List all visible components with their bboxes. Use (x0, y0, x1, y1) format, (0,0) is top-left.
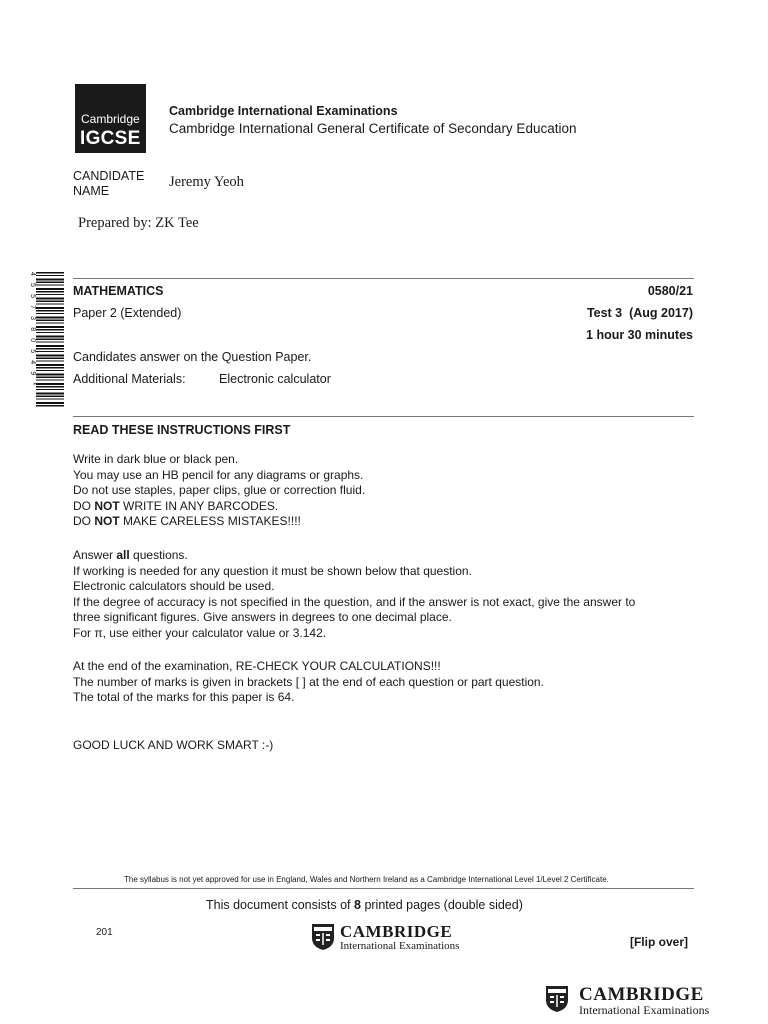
instruction-line: At the end of the examination, RE-CHECK YOUR CALCULATIONS!!! (73, 659, 441, 673)
instruction-line: Electronic calculators should be used. (73, 579, 275, 594)
instructions-block-3 (73, 659, 703, 706)
instruction-line: The number of marks is given in brackets [ ] at the end of each question or part question. (73, 674, 544, 689)
page-count-note: This document consists of 8 printed pages (double sided) (206, 898, 523, 912)
instruction-line: You may use an HB pencil for any diagrams or graphs. (73, 467, 364, 482)
logo-cambridge-text: Cambridge (81, 112, 140, 126)
instructions-block-2 (73, 548, 703, 642)
barcode-number: 4 5 5 7 3 8 0 5 4 9 * (29, 272, 36, 388)
cambridge-wordmark: CAMBRIDGE (340, 922, 453, 941)
instruction-line-barcodes: DO NOT WRITE IN ANY BARCODES. (73, 498, 279, 513)
cambridge-wordmark: CAMBRIDGE (579, 984, 704, 1005)
international-examinations-text: International Examinations (340, 940, 460, 952)
instruction-line: The total of the marks for this paper is 64. (73, 690, 295, 705)
paper-name: Paper 2 (Extended) (73, 306, 182, 320)
test-label: Test 3 (Aug 2017) (586, 306, 693, 320)
divider-top (73, 278, 694, 279)
instruction-line: Write in dark blue or black pen. (73, 452, 239, 466)
international-examinations-text: International Examinations (579, 1003, 710, 1017)
answer-on-note: Candidates answer on the Question Paper. (73, 350, 312, 364)
instruction-line-careless: DO NOT MAKE CARELESS MISTAKES!!!! (73, 514, 301, 529)
barcode-number-strip (29, 272, 36, 408)
syllabus-note: The syllabus is not yet approved for use in England, Wales and Northern Ireland as a Cambridge International Level 1/Level 2 Certificate. (124, 875, 609, 884)
instruction-line: If working is needed for any question it must be shown below that question. (73, 563, 472, 578)
instruction-line: For π, use either your calculator value or 3.142. (73, 625, 327, 640)
cambridge-igcse-logo (75, 84, 146, 153)
instruction-line: If the degree of accuracy is not specified in the question, and if the answer is not exact, give the answer to (73, 594, 636, 609)
cambridge-crest-icon (543, 985, 571, 1013)
flip-over-label: [Flip over] (629, 935, 688, 949)
candidate-name-label: CANDIDATE NAME (73, 169, 145, 198)
divider-bottom (73, 888, 694, 889)
subject-title: MATHEMATICS (73, 284, 164, 298)
divider-middle (73, 416, 694, 417)
cambridge-crest-icon (311, 923, 335, 951)
page-number: 201 (96, 927, 113, 938)
instruction-line: Do not use staples, paper clips, glue or correction fluid. (73, 483, 366, 498)
instructions-heading: READ THESE INSTRUCTIONS FIRST (73, 423, 291, 437)
materials-label: Additional Materials: (73, 372, 186, 386)
prepared-by: Prepared by: ZK Tee (78, 215, 199, 231)
instructions-block-1 (73, 452, 703, 530)
instruction-line-answer-all: Answer all questions. (73, 548, 188, 562)
logo-igcse-text: IGCSE (80, 128, 141, 149)
instruction-line: three significant figures. Give answers in degrees to one decimal place. (73, 610, 452, 625)
materials-value: Electronic calculator (219, 372, 331, 386)
duration: 1 hour 30 minutes (586, 328, 693, 342)
exam-board-title: Cambridge International Examinations (169, 104, 398, 118)
closing-message: GOOD LUCK AND WORK SMART :-) (73, 738, 274, 752)
paper-code: 0580/21 (647, 284, 693, 298)
candidate-name-value: Jeremy Yeoh (169, 174, 244, 190)
certificate-title: Cambridge International General Certificate of Secondary Education (169, 121, 577, 136)
